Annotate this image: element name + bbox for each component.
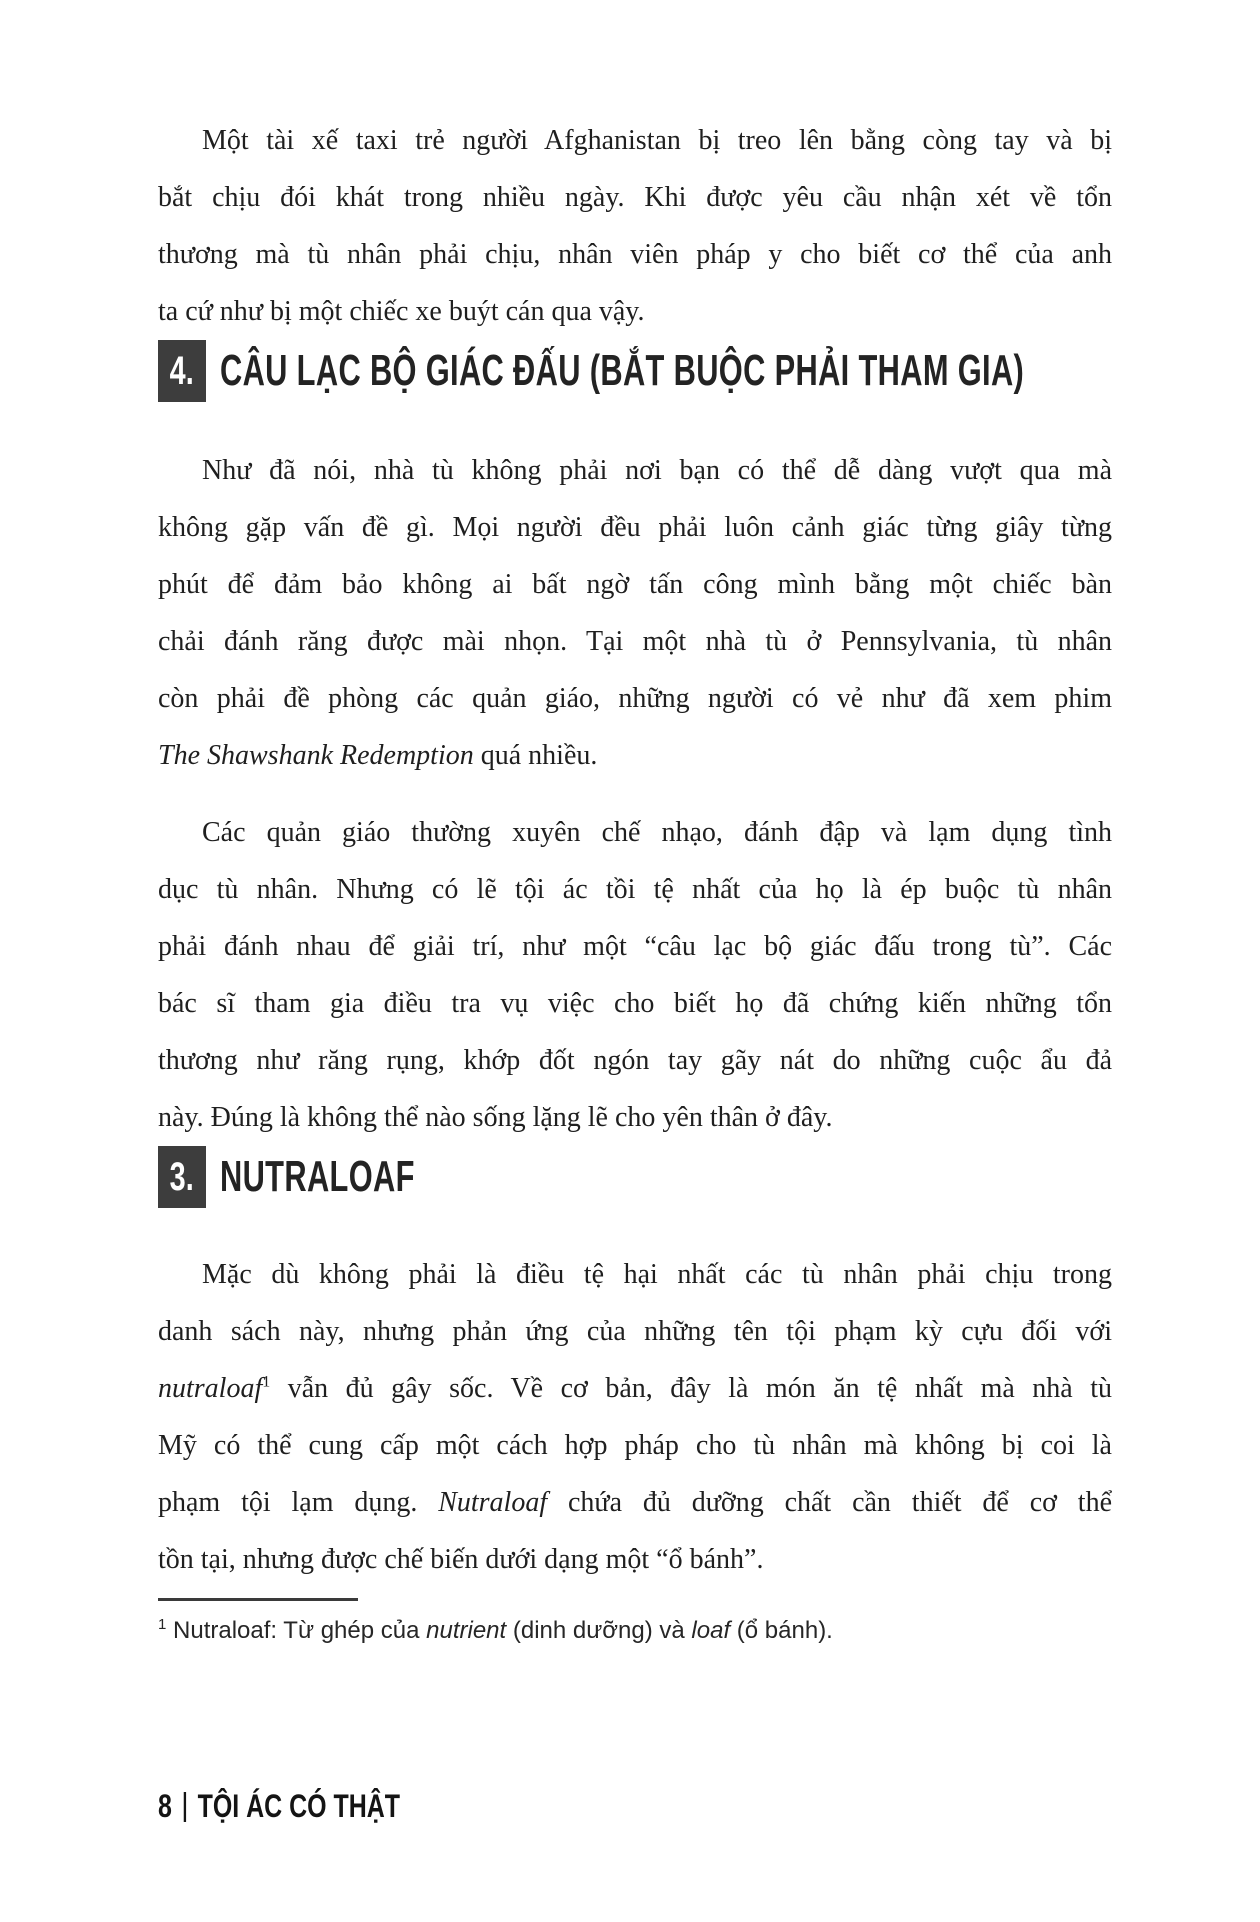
body-text-line: bác sĩ tham gia điều tra vụ việc cho biết họ đã chứng kiến những tổn xyxy=(158,988,1112,1019)
body-text-line: dục tù nhân. Nhưng có lẽ tội ác tồi tệ nhất của họ là ép buộc tù nhân xyxy=(158,874,1112,905)
section-number: 4. xyxy=(169,348,195,393)
section-number-badge xyxy=(158,340,206,402)
body-text-line: Như đã nói, nhà tù không phải nơi bạn có thể dễ dàng vượt qua mà xyxy=(202,455,1112,486)
body-text-line: không gặp vấn đề gì. Mọi người đều phải luôn cảnh giác từng giây từng xyxy=(158,512,1112,543)
section-number: 3. xyxy=(169,1154,195,1199)
footnote xyxy=(158,1615,1112,1647)
body-text-line: Mỹ có thể cung cấp một cách hợp pháp cho tù nhân mà không bị coi là xyxy=(158,1430,1112,1461)
body-text-line: bắt chịu đói khát trong nhiều ngày. Khi được yêu cầu nhận xét về tổn xyxy=(158,182,1112,213)
paragraph-nutraloaf xyxy=(158,1246,1112,1588)
body-text-line: ta cứ như bị một chiếc xe buýt cán qua vậy. xyxy=(158,296,645,327)
footnote-marker: 1 xyxy=(158,1616,167,1633)
body-text-segment: quá nhiều. xyxy=(473,740,598,771)
section-heading-nutraloaf xyxy=(158,1146,1112,1208)
footnote-text: Nutraloaf: Từ ghép của xyxy=(166,1617,427,1644)
term-nutrient: nutrient xyxy=(426,1617,507,1644)
body-text-line: Mặc dù không phải là điều tệ hại nhất các tù nhân phải chịu trong xyxy=(202,1259,1112,1290)
paragraph-taxi-driver xyxy=(158,112,1112,340)
footnote-divider xyxy=(158,1598,358,1601)
section-number-badge xyxy=(158,1146,206,1208)
body-text-line: này. Đúng là không thể nào sống lặng lẽ cho yên thân ở đây. xyxy=(158,1102,833,1133)
section-heading-gladiator-club xyxy=(158,340,1112,402)
body-text-line: chải đánh răng được mài nhọn. Tại một nhà tù ở Pennsylvania, tù nhân xyxy=(158,626,1112,657)
body-text-line: còn phải đề phòng các quản giáo, những người có vẻ như đã xem phim xyxy=(158,683,1112,714)
body-text-line: phút để đảm bảo không ai bất ngờ tấn công mình bằng một chiếc bàn xyxy=(158,569,1112,600)
body-text-segment: vẫn đủ gây sốc. Về cơ bản, đây là món ăn tệ nhất mà nhà tù xyxy=(270,1373,1112,1404)
footnote-text: (ổ bánh). xyxy=(730,1617,833,1644)
body-text-line: Các quản giáo thường xuyên chế nhạo, đánh đập và lạm dụng tình xyxy=(202,817,1112,848)
body-text-line: thương như răng rụng, khớp đốt ngón tay gãy nát do những cuộc ẩu đả xyxy=(158,1045,1112,1076)
body-text-segment: phạm tội lạm dụng. xyxy=(158,1487,439,1518)
footnote-reference: 1 xyxy=(262,1373,271,1391)
page-number: 8 xyxy=(158,1788,172,1824)
footnote-text: (dinh dưỡng) và xyxy=(506,1617,692,1644)
movie-title: The Shawshank Redemption xyxy=(158,740,474,771)
term-nutraloaf: nutraloaf xyxy=(158,1373,263,1404)
body-text-line xyxy=(158,727,1112,784)
section-heading-label: NUTRALOAF xyxy=(220,1152,415,1201)
footer-divider xyxy=(184,1792,186,1822)
paragraph-prison-vigilance xyxy=(158,442,1112,784)
body-text-line xyxy=(158,1360,1112,1417)
body-text-line: Một tài xế taxi trẻ người Afghanistan bị treo lên bằng còng tay và bị xyxy=(202,125,1112,156)
term-loaf: loaf xyxy=(691,1617,731,1644)
footnote-area xyxy=(158,1598,1112,1647)
page-footer xyxy=(158,1788,468,1825)
body-text-line: thương mà tù nhân phải chịu, nhân viên pháp y cho biết cơ thể của anh xyxy=(158,239,1112,270)
book-title: TỘI ÁC CÓ THẬT xyxy=(197,1788,401,1824)
body-text-segment: chứa đủ dưỡng chất cần thiết để cơ thể xyxy=(547,1487,1112,1518)
footer-content xyxy=(158,1788,400,1825)
body-text-line: danh sách này, nhưng phản ứng của những tên tội phạm kỳ cựu đối với xyxy=(158,1316,1112,1347)
term-nutraloaf: Nutraloaf xyxy=(438,1487,548,1518)
body-text-line xyxy=(158,1474,1112,1531)
body-text-line: phải đánh nhau để giải trí, như một “câu lạc bộ giác đấu trong tù”. Các xyxy=(158,931,1112,962)
body-text-line: tồn tại, nhưng được chế biến dưới dạng một “ổ bánh”. xyxy=(158,1544,764,1575)
paragraph-guards-abuse xyxy=(158,804,1112,1146)
section-heading-label: CÂU LẠC BỘ GIÁC ĐẤU (BẮT BUỘC PHẢI THAM GIA) xyxy=(220,346,1025,395)
